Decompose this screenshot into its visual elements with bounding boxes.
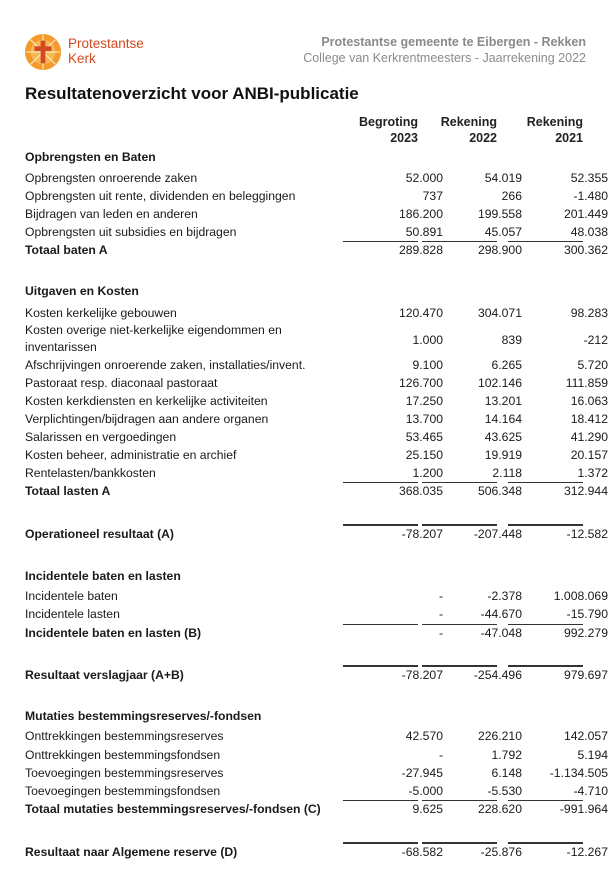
row-value-col-2: 839: [501, 333, 522, 347]
logo-line-1: Protestantse: [68, 36, 144, 51]
row-label: Totaal baten A: [25, 243, 108, 257]
row-label: Resultaat naar Algemene reserve (D): [25, 845, 238, 859]
row-label: Rentelasten/bankkosten: [25, 466, 156, 480]
row-value-col-3: -1.134.505: [549, 766, 608, 780]
row-label: Toevoegingen bestemmingsfondsen: [25, 784, 221, 798]
row-label: Incidentele lasten: [25, 607, 120, 621]
column-header-rekening-2022: Rekening 2022: [440, 115, 497, 145]
row-value-col-1: 53.465: [405, 430, 443, 444]
row-label-continued: inventarissen: [25, 340, 97, 354]
row-value-col-2: -5.530: [487, 784, 522, 798]
row-value-col-2: 43.625: [484, 430, 522, 444]
row-value-col-3: 201.449: [563, 207, 608, 221]
total-rule: [343, 665, 418, 667]
row-value-col-3: 16.063: [570, 394, 608, 408]
row-label: Opbrengsten en Baten: [25, 150, 156, 164]
row-value-col-2: 54.019: [484, 171, 522, 185]
row-label: Bijdragen van leden en anderen: [25, 207, 198, 221]
row-value-col-1: 50.891: [405, 225, 443, 239]
row-value-col-2: 199.558: [477, 207, 522, 221]
total-rule: [343, 800, 418, 801]
row-value-col-1: 25.150: [405, 448, 443, 462]
row-label: Incidentele baten: [25, 589, 118, 603]
logo-line-2: Kerk: [68, 51, 96, 66]
row-value-col-1: -78.207: [401, 527, 443, 541]
row-value-col-2: 6.265: [491, 358, 522, 372]
row-value-col-1: 1.000: [412, 333, 443, 347]
row-value-col-3: -1.480: [573, 189, 608, 203]
total-rule: [343, 482, 418, 483]
row-value-col-2: 14.164: [484, 412, 522, 426]
row-value-col-1: 42.570: [405, 729, 443, 743]
row-value-col-1: -27.945: [401, 766, 443, 780]
row-value-col-3: 979.697: [563, 668, 608, 682]
row-value-col-2: 6.148: [491, 766, 522, 780]
row-label: Afschrijvingen onroerende zaken, installaties/invent.: [25, 358, 306, 372]
row-value-col-3: 312.944: [563, 484, 608, 498]
row-label: Kosten beheer, administratie en archief: [25, 448, 237, 462]
row-label: Opbrengsten onroerende zaken: [25, 171, 198, 185]
row-value-col-1: -: [438, 589, 443, 603]
row-value-col-2: 506.348: [477, 484, 522, 498]
row-label: Onttrekkingen bestemmingsfondsen: [25, 748, 221, 762]
row-value-col-3: 1.008.069: [553, 589, 608, 603]
row-value-col-1: -5.000: [408, 784, 443, 798]
row-value-col-1: -: [438, 607, 443, 621]
row-value-col-1: 13.700: [405, 412, 443, 426]
row-value-col-3: 5.194: [577, 748, 608, 762]
row-label: Pastoraat resp. diaconaal pastoraat: [25, 376, 218, 390]
row-value-col-2: 298.900: [477, 243, 522, 257]
row-label: Uitgaven en Kosten: [25, 284, 139, 298]
row-label: Kosten kerkelijke gebouwen: [25, 306, 177, 320]
row-value-col-3: 20.157: [570, 448, 608, 462]
row-value-col-2: 102.146: [477, 376, 522, 390]
row-value-col-2: -44.670: [480, 607, 522, 621]
row-value-col-3: 98.283: [570, 306, 608, 320]
row-label: Opbrengsten uit subsidies en bijdragen: [25, 225, 237, 239]
total-rule: [422, 842, 497, 844]
total-rule: [508, 800, 583, 801]
row-value-col-2: -25.876: [480, 845, 522, 859]
row-value-col-2: 228.620: [477, 802, 522, 816]
row-value-col-3: 111.859: [565, 376, 608, 390]
row-value-col-3: 992.279: [563, 626, 608, 640]
row-value-col-1: 9.100: [412, 358, 443, 372]
row-value-col-1: -: [438, 626, 443, 640]
row-value-col-1: 17.250: [405, 394, 443, 408]
row-value-col-3: 1.372: [577, 466, 608, 480]
page-title: Resultatenoverzicht voor ANBI-publicatie: [25, 84, 359, 103]
total-rule: [508, 524, 583, 526]
row-value-col-3: -12.267: [566, 845, 608, 859]
total-rule: [508, 624, 583, 625]
row-label: Kosten overige niet-kerkelijke eigendommen en: [25, 323, 282, 337]
row-value-col-3: 41.290: [570, 430, 608, 444]
row-value-col-3: -4.710: [573, 784, 608, 798]
row-value-col-2: 266: [501, 189, 522, 203]
row-value-col-1: 368.035: [398, 484, 443, 498]
row-value-col-1: -: [438, 748, 443, 762]
protestantse-kerk-logo-icon: [24, 33, 62, 71]
total-rule: [508, 842, 583, 844]
total-rule: [422, 482, 497, 483]
total-rule: [508, 482, 583, 483]
row-value-col-1: 186.200: [398, 207, 443, 221]
total-rule: [508, 241, 583, 242]
row-label: Opbrengsten uit rente, dividenden en beleggingen: [25, 189, 296, 203]
total-rule: [422, 800, 497, 801]
row-value-col-3: 48.038: [570, 225, 608, 239]
row-value-col-3: 300.362: [563, 243, 608, 257]
row-value-col-1: 737: [422, 189, 443, 203]
row-value-col-1: 9.625: [412, 802, 443, 816]
row-value-col-2: -2.378: [487, 589, 522, 603]
row-value-col-1: -78.207: [401, 668, 443, 682]
page-header: [0, 0, 608, 80]
row-label: Onttrekkingen bestemmingsreserves: [25, 729, 224, 743]
row-value-col-2: 13.201: [484, 394, 522, 408]
row-label: Salarissen en vergoedingen: [25, 430, 177, 444]
row-value-col-3: 18.412: [570, 412, 608, 426]
row-value-col-3: 52.355: [570, 171, 608, 185]
row-value-col-3: 5.720: [577, 358, 608, 372]
total-rule: [343, 842, 418, 844]
row-label: Totaal lasten A: [25, 484, 111, 498]
organisation-name: Protestantse gemeente te Eibergen - Rekken: [321, 35, 586, 49]
logo-wordmark: [68, 36, 144, 66]
row-value-col-2: 304.071: [477, 306, 522, 320]
total-rule: [343, 241, 418, 242]
column-header-begroting-2023: Begroting 2023: [358, 115, 418, 145]
row-value-col-1: 289.828: [398, 243, 443, 257]
total-rule: [508, 665, 583, 667]
column-header-rekening-2021: Rekening 2021: [526, 115, 583, 145]
row-value-col-1: 126.700: [398, 376, 443, 390]
row-value-col-2: 45.057: [484, 225, 522, 239]
row-label: Incidentele baten en lasten (B): [25, 626, 202, 640]
total-rule: [422, 624, 497, 625]
row-value-col-2: 1.792: [491, 748, 522, 762]
row-value-col-2: 226.210: [477, 729, 522, 743]
row-value-col-3: 142.057: [563, 729, 608, 743]
total-rule: [422, 241, 497, 242]
row-label: Operationeel resultaat (A): [25, 527, 174, 541]
row-value-col-3: -212: [583, 333, 608, 347]
row-label: Verplichtingen/bijdragen aan andere organen: [25, 412, 269, 426]
row-value-col-2: -254.496: [473, 668, 522, 682]
row-label: Toevoegingen bestemmingsreserves: [25, 766, 224, 780]
row-value-col-1: 120.470: [398, 306, 443, 320]
row-value-col-1: -68.582: [401, 845, 443, 859]
row-value-col-1: 1.200: [412, 466, 443, 480]
row-label: Incidentele baten en lasten: [25, 569, 181, 583]
total-rule: [422, 665, 497, 667]
row-label: Mutaties bestemmingsreserves/-fondsen: [25, 709, 262, 723]
row-value-col-2: 2.118: [492, 466, 522, 480]
row-value-col-3: -12.582: [566, 527, 608, 541]
row-value-col-1: 52.000: [405, 171, 443, 185]
total-rule: [422, 524, 497, 526]
total-rule: [343, 624, 418, 625]
row-value-col-2: -207.448: [473, 527, 522, 541]
row-value-col-2: -47.048: [480, 626, 522, 640]
row-label: Totaal mutaties bestemmingsreserves/-fondsen (C): [25, 802, 321, 816]
total-rule: [343, 524, 418, 526]
row-label: Kosten kerkdiensten en kerkelijke activiteiten: [25, 394, 268, 408]
organisation-info: [303, 34, 586, 66]
row-value-col-3: -991.964: [559, 802, 608, 816]
row-value-col-3: -15.790: [566, 607, 608, 621]
row-label: Resultaat verslagjaar (A+B): [25, 668, 184, 682]
row-value-col-2: 19.919: [484, 448, 522, 462]
report-subtitle: College van Kerkrentmeesters - Jaarrekening 2022: [303, 51, 586, 65]
